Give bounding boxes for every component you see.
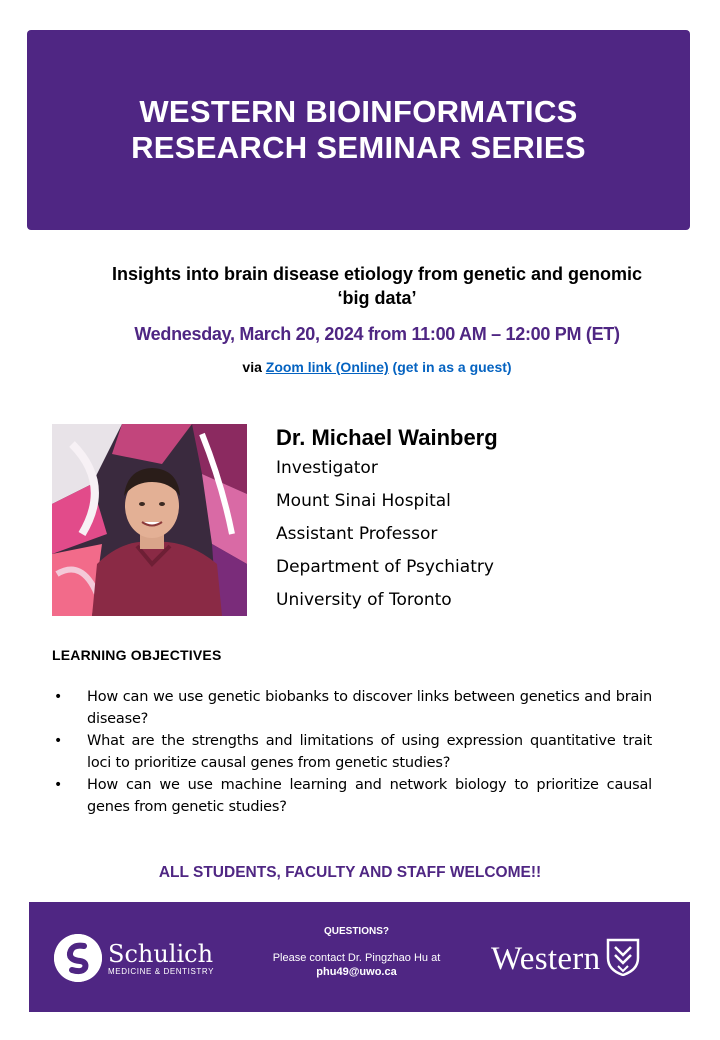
objective-text: What are the strengths and limitations of using expression quantitative trait loci to prioritize causal genes from genetic studies? [87,733,652,771]
bullet-icon: • [54,689,63,705]
objectives-list [52,686,652,818]
objective-text: How can we use machine learning and network biology to prioritize causal genes from genetic studies? [87,777,652,815]
zoom-info [27,359,720,375]
via-label: via [242,359,262,375]
speaker-affiliation: Department of Psychiatry [276,557,494,577]
welcome-message: ALL STUDENTS, FACULTY AND STAFF WELCOME!! [158,864,542,881]
bullet-icon: • [54,733,63,749]
questions-heading: QUESTIONS? [323,926,389,937]
questions-block [259,926,454,978]
objective-text: How can we use genetic biobanks to discover links between genetics and brain disease? [87,689,652,727]
speaker-info [276,424,696,617]
guest-note: (get in as a guest) [392,359,512,375]
series-title-line-1: WESTERN BIOINFORMATICS [139,94,578,129]
header-banner [27,30,690,230]
schulich-logo [54,934,214,982]
objective-item [52,730,652,774]
talk-title [60,262,694,310]
speaker-affiliation: Mount Sinai Hospital [276,491,451,511]
objective-item [52,774,652,818]
schulich-subtitle: MEDICINE & DENTISTRY [108,966,215,976]
talk-title-line-1: Insights into brain disease etiology from genetic and genomic [111,264,643,284]
speaker-affiliation: University of Toronto [276,590,452,610]
schulich-logo-icon [54,934,102,982]
speaker-affiliation: Assistant Professor [276,524,438,544]
footer-banner [29,902,690,1012]
western-wordmark: Western [491,941,601,977]
western-crest-icon [606,938,640,981]
schulich-wordmark: Schulich [108,939,214,968]
objectives-heading: LEARNING OBJECTIVES [52,647,222,663]
series-title-line-2: RESEARCH SEMINAR SERIES [131,130,586,165]
objective-item [52,686,652,730]
zoom-link[interactable]: Zoom link (Online) [265,359,389,375]
speaker-photo [52,424,247,616]
talk-date: Wednesday, March 20, 2024 from 11:00 AM – 12:00 PM (ET) [134,324,620,344]
speaker-name: Dr. Michael Wainberg [276,425,498,450]
western-logo [491,938,640,981]
talk-title-line-2: ‘big data’ [337,288,417,308]
speaker-photo-image [52,424,247,616]
bullet-icon: • [54,777,63,793]
questions-text: Please contact Dr. Pingzhao Hu at [272,952,441,964]
contact-email[interactable]: phu49@uwo.ca [316,966,397,978]
speaker-affiliation: Investigator [276,458,378,478]
